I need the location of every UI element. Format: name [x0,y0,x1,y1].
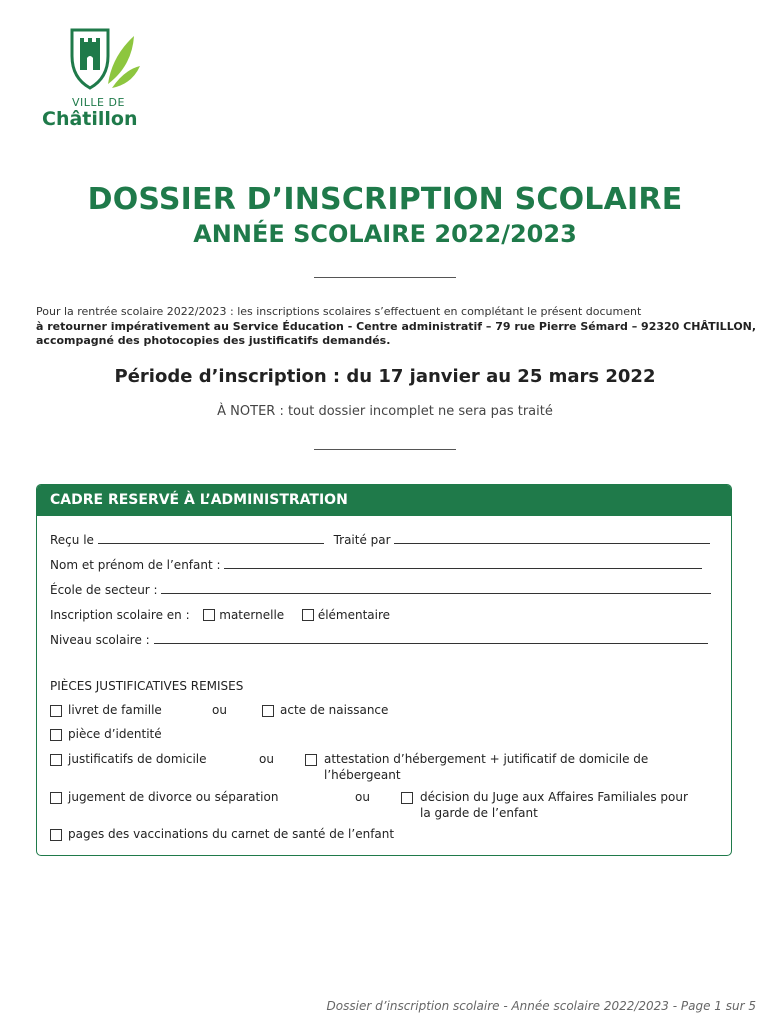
divorce-label: jugement de divorce ou séparation [68,790,279,804]
document-title: DOSSIER D’INSCRIPTION SCOLAIRE [87,182,683,217]
recu-field[interactable] [98,533,324,544]
elementaire-label: élémentaire [317,608,391,622]
niveau-field[interactable] [154,633,708,644]
livret-label: livret de famille [68,703,162,717]
registration-period: Période d’inscription : du 17 janvier au 25 mars 2022 [114,366,656,387]
acte-checkbox[interactable] [262,705,274,717]
domicile-checkbox[interactable] [50,754,62,766]
document-subtitle: ANNÉE SCOLAIRE 2022/2023 [193,220,577,248]
intro-line: accompagné des photocopies des justificatifs demandés. [36,334,391,347]
incomplete-note: À NOTER : tout dossier incomplet ne sera pas traité [217,404,553,419]
juge-label-cont: la garde de l’enfant [420,806,538,820]
niveau-row [50,633,708,647]
elementaire-checkbox[interactable] [302,609,314,621]
logo-ville-de: VILLE DE [72,96,125,109]
traite-field[interactable] [394,533,710,544]
maternelle-checkbox[interactable] [203,609,215,621]
identite-label: pièce d’identité [68,727,162,741]
niveau-label: Niveau scolaire : [50,633,150,647]
intro-line: à retourner impérativement au Service Éducation - Centre administratif – 79 rue Pierre Sémard – 92320 CHÂTILLON, [36,319,757,333]
logo-city-name: Châtillon [42,108,138,130]
ecole-label: École de secteur : [50,583,158,597]
nom-field[interactable] [224,558,702,569]
identite-checkbox[interactable] [50,729,62,741]
admin-reserved-box [36,484,732,856]
or-label: ou [212,703,227,717]
nom-label: Nom et prénom de l’enfant : [50,558,221,572]
ecole-field[interactable] [161,583,711,594]
hebergement-label: attestation d’hébergement + jutificatif de domicile de [324,752,649,766]
acte-label: acte de naissance [280,703,389,717]
divider [314,449,456,450]
hebergement-label-cont: l’hébergeant [324,768,401,782]
inscription-row [50,608,390,622]
city-logo [42,26,158,136]
or-label: ou [259,752,274,766]
divorce-checkbox[interactable] [50,792,62,804]
vaccins-checkbox[interactable] [50,829,62,841]
intro-line: Pour la rentrée scolaire 2022/2023 : les inscriptions scolaires s’effectuent en complétant le présent document [36,305,642,318]
divider [314,277,456,278]
maternelle-label: maternelle [219,608,285,622]
juge-checkbox[interactable] [401,792,413,804]
recu-traite-row [50,533,710,547]
castle-leaf-icon [68,26,142,96]
or-label: ou [355,790,370,804]
domicile-label: justificatifs de domicile [68,752,207,766]
intro-text [36,305,757,349]
nom-row [50,558,702,572]
traite-label: Traité par [333,533,391,547]
livret-checkbox[interactable] [50,705,62,717]
hebergement-checkbox[interactable] [305,754,317,766]
admin-box-header: CADRE RESERVÉ À L’ADMINISTRATION [37,485,731,516]
pieces-title: PIÈCES JUSTIFICATIVES REMISES [50,679,244,693]
ecole-row [50,583,711,597]
page-footer: Dossier d’inscription scolaire - Année scolaire 2022/2023 - Page 1 sur 5 [326,999,756,1013]
vaccins-label: pages des vaccinations du carnet de santé de l’enfant [68,827,395,841]
juge-label: décision du Juge aux Affaires Familiales pour [420,790,688,804]
recu-label: Reçu le [50,533,94,547]
inscription-label: Inscription scolaire en : [50,608,190,622]
